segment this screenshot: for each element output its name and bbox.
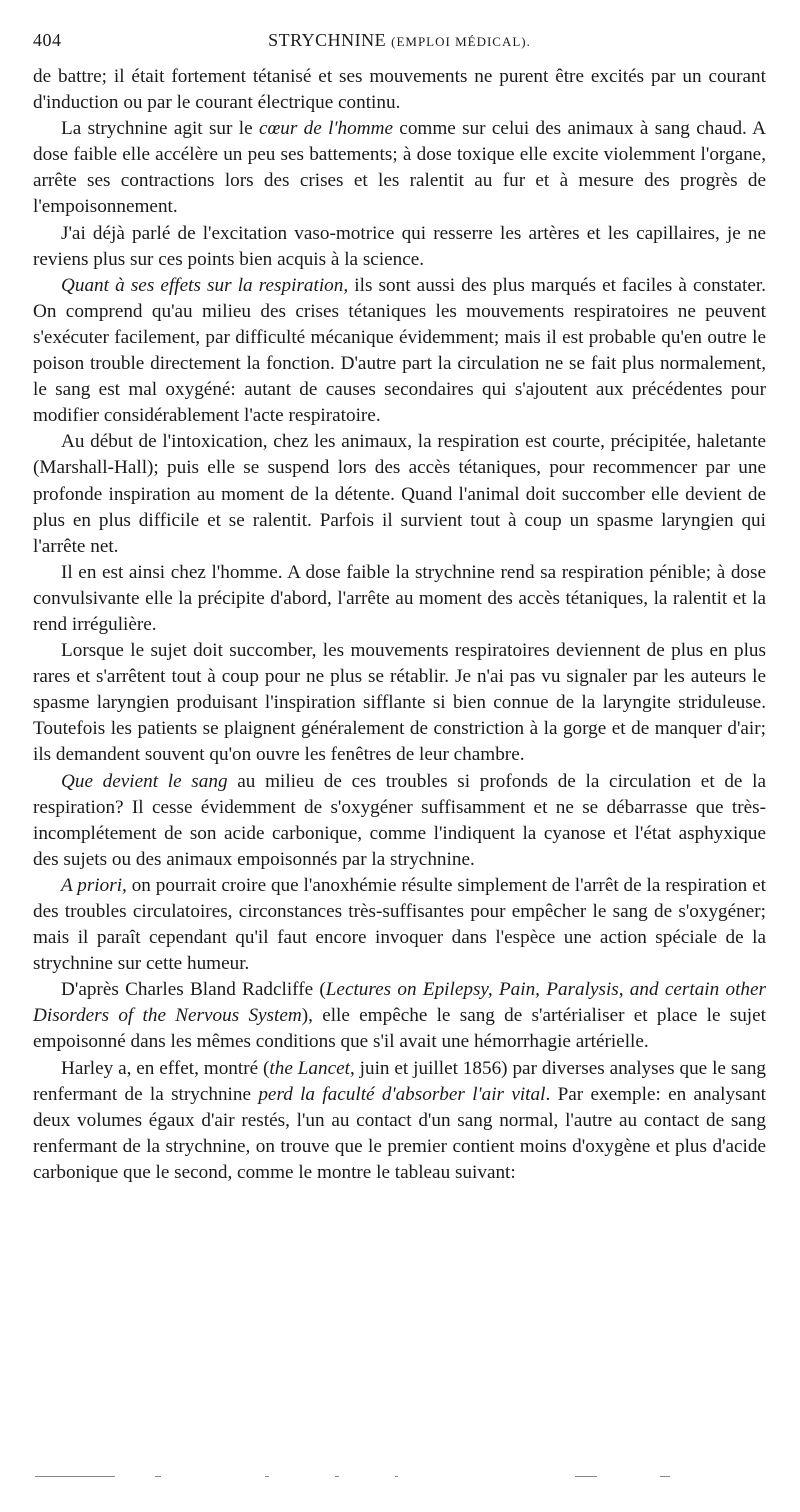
paragraph-11 bbox=[33, 1056, 766, 1186]
footer-rule bbox=[35, 1476, 775, 1479]
page-header bbox=[33, 30, 766, 56]
paragraph-text: Harley a, en effet, montré ( bbox=[61, 1057, 270, 1079]
paragraph-text: comme sur celui des animaux à sang chaud. A dose faible elle accélère un peu ses battements; à dose toxique elle excite violemment l'organe, arrête ses contractions lors des crises et les ralentit au fur et à mesure des progrès de l'empoisonnement. bbox=[33, 118, 766, 218]
body-text bbox=[33, 64, 766, 1186]
paragraph-text: D'après Charles Bland Radcliffe ( bbox=[61, 979, 326, 1001]
running-head bbox=[33, 30, 766, 51]
paragraph-7 bbox=[33, 638, 766, 768]
paragraph-8 bbox=[33, 769, 766, 873]
italic-phrase: perd la faculté d'absorber l'air vital bbox=[258, 1083, 546, 1105]
italic-phrase: Que devient le sang bbox=[61, 770, 228, 792]
book-page bbox=[33, 30, 766, 1186]
running-head-title: STRYCHNINE bbox=[268, 30, 387, 50]
paragraph-text: de battre; il était fortement tétanisé et ses mouvements ne purent être excités par un courant d'induction ou par le courant électrique continu. bbox=[33, 66, 766, 114]
paragraph-1 bbox=[33, 64, 766, 116]
paragraph-text: ), elle empêche le sang de s'artérialiser et place le sujet empoisonné dans les mêmes conditions que s'il avait une hémorrhagie artérielle. bbox=[33, 1005, 766, 1053]
paragraph-4 bbox=[33, 273, 766, 430]
paragraph-6 bbox=[33, 560, 766, 638]
paragraph-5 bbox=[33, 429, 766, 559]
paragraph-text: Au début de l'intoxication, chez les animaux, la respiration est courte, précipitée, haletante (Marshall-Hall); puis elle se suspend lors des accès tétaniques, pour recommencer par une profonde inspiration au moment de la détente. Quand l'animal doit succomber elle devient de plus en plus difficile et se ralentit. Parfois il survient tout à coup un spasme laryngien qui l'arrête net. bbox=[33, 431, 766, 557]
paragraph-text: J'ai déjà parlé de l'excitation vaso-motrice qui resserre les artères et les capillaires, je ne reviens plus sur ces points bien acquis à la science. bbox=[33, 222, 766, 270]
italic-phrase: the Lancet bbox=[269, 1057, 350, 1079]
paragraph-text: , juin et juillet 1856) par diverses analyses que le sang renfermant de la strychnine bbox=[33, 1057, 767, 1105]
paragraph-10 bbox=[33, 977, 766, 1055]
paragraph-text: . Par exemple: en analysant deux volumes égaux d'air restés, l'un au contact d'un sang normal, l'autre au contact de sang renfermant de la strychnine, on trouve que le premier contient moins d'oxygène et plus d'acide carbonique que le second, comme le montre le tableau suivant: bbox=[33, 1083, 766, 1183]
paragraph-text: Il en est ainsi chez l'homme. A dose faible la strychnine rend sa respiration pénible; à dose convulsivante elle la précipite d'abord, l'arrête au moment des accès tétaniques, la ralentit et la rend irrégulière. bbox=[33, 561, 766, 635]
paragraph-text: La strychnine agit sur le bbox=[61, 118, 259, 140]
italic-phrase: A priori, bbox=[61, 874, 127, 896]
paragraph-text: on pourrait croire que l'anoxhémie résulte simplement de l'arrêt de la respiration et des troubles circulatoires, circonstances très-suffisantes pour empêcher le sang de s'oxygéner; mais il paraît cependant qu'il faut encore invoquer dans l'espèce une action spéciale de la strychnine sur cette humeur. bbox=[33, 874, 766, 975]
paragraph-3 bbox=[33, 221, 766, 273]
running-head-subtitle: (EMPLOI MÉDICAL). bbox=[391, 34, 531, 49]
paragraph-text: Lorsque le sujet doit succomber, les mouvements respiratoires deviennent de plus en plus rares et s'arrêtent tout à coup pour ne plus se rétablir. Je n'ai pas vu signaler par les auteurs le spasme laryngien produisant l'inspiration sifflante si bien connue de la laryngite striduleuse. Toutefois les patients se plaignent généralement de constriction à la gorge et de manquer d'air; ils demandent souvent qu'on ouvre les fenêtres de leur chambre. bbox=[33, 640, 766, 766]
paragraph-text: ils sont aussi des plus marqués et faciles à constater. On comprend qu'au milieu des crises tétaniques les mouvements respiratoires ne peuvent s'exécuter facilement, par difficulté mécanique évidemment; mais il est probable qu'en outre le poison trouble directement la fonction. D'autre part la circulation ne se fait plus normalement, le sang est mal oxygéné: autant de causes secondaires qui s'ajoutent aux précédentes pour modifier considérablement l'acte respiratoire. bbox=[33, 274, 766, 427]
italic-phrase: Quant à ses effets sur la respiration, bbox=[61, 274, 349, 296]
page-number: 404 bbox=[33, 30, 62, 50]
paragraph-2 bbox=[33, 116, 766, 220]
italic-phrase: cœur de l'homme bbox=[258, 118, 393, 140]
italic-phrase: Lectures on Epilepsy, Pain, Paralysis, and certain other Disorders of the Nervous System bbox=[33, 979, 766, 1027]
paragraph-text: au milieu de ces troubles si profonds de la circulation et de la respiration? Il cesse évidemment de s'oxygéner suffisamment et ne se débarrasse que très-incomplétement de son acide carbonique, comme l'indiquent la cyanose et l'état asphyxique des sujets ou des animaux empoisonnés par la strychnine. bbox=[33, 770, 766, 870]
paragraph-9 bbox=[33, 873, 766, 977]
